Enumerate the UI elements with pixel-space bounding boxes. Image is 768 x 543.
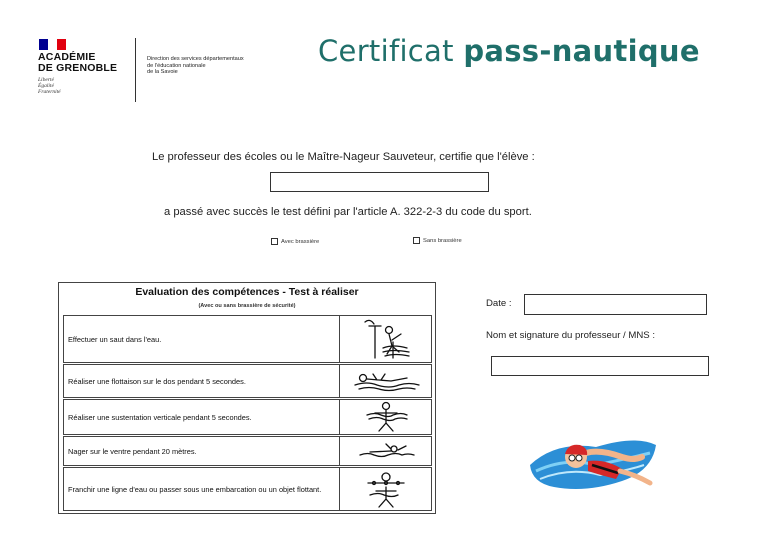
without-floaties-label: Sans brassière	[423, 238, 462, 244]
without-floaties-checkbox[interactable]	[413, 237, 420, 244]
under-line-icon	[364, 469, 408, 509]
signature-field[interactable]	[491, 356, 709, 376]
test-description: Effectuer un saut dans l'eau.	[64, 316, 340, 362]
student-name-field[interactable]	[270, 172, 489, 192]
table-title: Evaluation des compétences - Test à réaliser	[135, 286, 359, 298]
signature-label: Nom et signature du professeur / MNS :	[486, 330, 656, 341]
title-regular: Certificat	[318, 34, 464, 68]
republic-motto: Liberté Égalité Fraternité	[38, 77, 61, 95]
document-title	[318, 34, 700, 68]
french-flag-icon	[39, 39, 66, 50]
table-row	[63, 467, 432, 511]
logo-divider	[135, 38, 136, 102]
table-row	[63, 399, 432, 435]
table-subtitle: (Avec ou sans brassière de sécurité)	[198, 303, 296, 309]
date-field[interactable]	[524, 294, 707, 315]
test-description: Réaliser une sustentation verticale pendant 5 secondes.	[64, 400, 340, 434]
table-row	[63, 436, 432, 466]
academie-logo	[30, 34, 285, 106]
with-floaties-checkbox[interactable]	[271, 238, 278, 245]
evaluation-table	[58, 282, 436, 514]
title-bold: pass-nautique	[463, 34, 700, 68]
table-row	[63, 315, 432, 363]
table-row	[63, 364, 432, 398]
back-float-icon	[351, 368, 421, 394]
academie-name: ACADÉMIE DE GRENOBLE	[38, 51, 118, 74]
tread-water-icon	[361, 401, 411, 433]
test-description: Nager sur le ventre pendant 20 mètres.	[64, 437, 340, 465]
service-name: Direction des services départementaux de l'éducation nationale de la Savoie	[147, 56, 244, 76]
jump-icon	[359, 318, 413, 360]
with-floaties-label: Avec brassière	[281, 239, 320, 245]
date-label: Date :	[486, 298, 512, 309]
swimmer-illustration	[526, 431, 660, 494]
passed-statement: a passé avec succès le test défini par l'article A. 322-2-3 du code du sport.	[164, 206, 532, 218]
test-description: Franchir une ligne d'eau ou passer sous une embarcation ou un objet flottant.	[64, 468, 340, 510]
certify-statement: Le professeur des écoles ou le Maître-Nageur Sauveteur, certifie que l'élève :	[152, 151, 535, 163]
test-description: Réaliser une flottaison sur le dos pendant 5 secondes.	[64, 365, 340, 397]
swim-front-icon	[356, 441, 416, 461]
